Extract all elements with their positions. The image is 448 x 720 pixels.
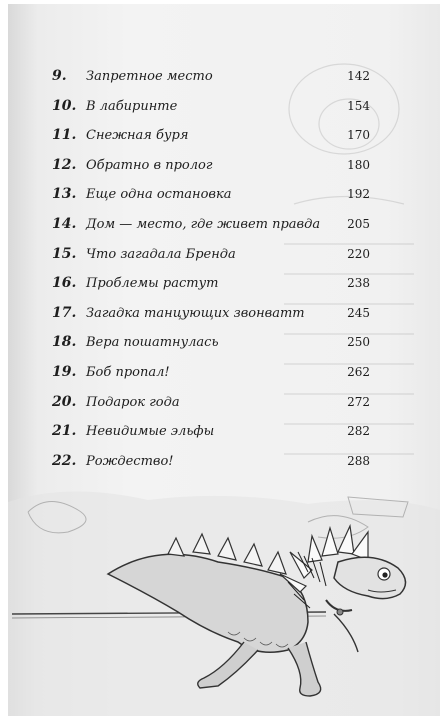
chapter-page: 154 — [347, 98, 370, 113]
chapter-number: 21. — [52, 423, 77, 440]
chapter-number: 16. — [52, 275, 77, 292]
toc-entry — [52, 269, 370, 299]
chapter-page: 220 — [347, 246, 370, 261]
chapter-number: 20. — [52, 393, 77, 410]
toc-entry — [52, 210, 370, 240]
chapter-title: Обратно в пролог — [86, 157, 213, 173]
chapter-title: Загадка танцующих звонватт — [86, 305, 305, 321]
chapter-title: Еще одна остановка — [86, 187, 232, 203]
chapter-title: Запретное место — [86, 69, 213, 84]
chapter-page: 205 — [347, 216, 370, 231]
book-page — [8, 4, 440, 716]
chapter-number: 18. — [52, 334, 77, 351]
toc-entry — [52, 299, 370, 329]
chapter-number: 22. — [52, 452, 77, 469]
chapter-title: Невидимые эльфы — [86, 424, 215, 440]
chapter-number: 12. — [52, 156, 77, 173]
chapter-number: 14. — [52, 215, 77, 232]
chapter-number: 19. — [52, 363, 77, 380]
chapter-title: Проблемы растут — [86, 276, 219, 292]
chapter-number: 9. — [52, 68, 67, 84]
toc-entry — [52, 240, 370, 270]
chapter-page: 250 — [347, 335, 370, 350]
chapter-number: 11. — [52, 127, 77, 144]
toc-entry — [52, 180, 370, 210]
toc-entry — [52, 328, 370, 358]
toc-entry — [52, 447, 370, 477]
chapter-title: В лабиринте — [86, 98, 178, 114]
toc-entry — [52, 121, 370, 151]
toc-entry — [52, 151, 370, 181]
chapter-number: 15. — [52, 245, 77, 262]
chapter-page: 288 — [347, 453, 370, 468]
toc-entry — [52, 62, 370, 92]
chapter-page: 262 — [347, 364, 370, 379]
chapter-title: Подарок года — [86, 394, 180, 410]
toc-entry — [52, 358, 370, 388]
chapter-page: 282 — [347, 424, 370, 439]
chapter-page: 245 — [347, 305, 370, 320]
chapter-page: 272 — [347, 394, 370, 409]
toc-entry — [52, 388, 370, 418]
chapter-number: 13. — [52, 186, 77, 203]
chapter-title: Вера пошатнулась — [86, 335, 219, 351]
chapter-title: Что загадала Бренда — [86, 246, 236, 262]
chapter-number: 17. — [52, 304, 77, 321]
chapter-title: Снежная буря — [86, 128, 189, 144]
chapter-number: 10. — [52, 97, 77, 114]
toc-entry — [52, 417, 370, 447]
chapter-title: Рождество! — [86, 453, 174, 469]
toc-entry — [52, 92, 370, 122]
dragon-illustration-icon — [8, 482, 440, 716]
chapter-page: 170 — [347, 128, 370, 143]
chapter-title: Дом — место, где живет правда — [86, 216, 321, 232]
table-of-contents — [52, 62, 370, 476]
chapter-page: 238 — [347, 276, 370, 291]
chapter-page: 180 — [347, 157, 370, 172]
chapter-page: 192 — [347, 187, 370, 202]
chapter-title: Боб пропал! — [86, 364, 170, 380]
chapter-page: 142 — [347, 69, 370, 83]
